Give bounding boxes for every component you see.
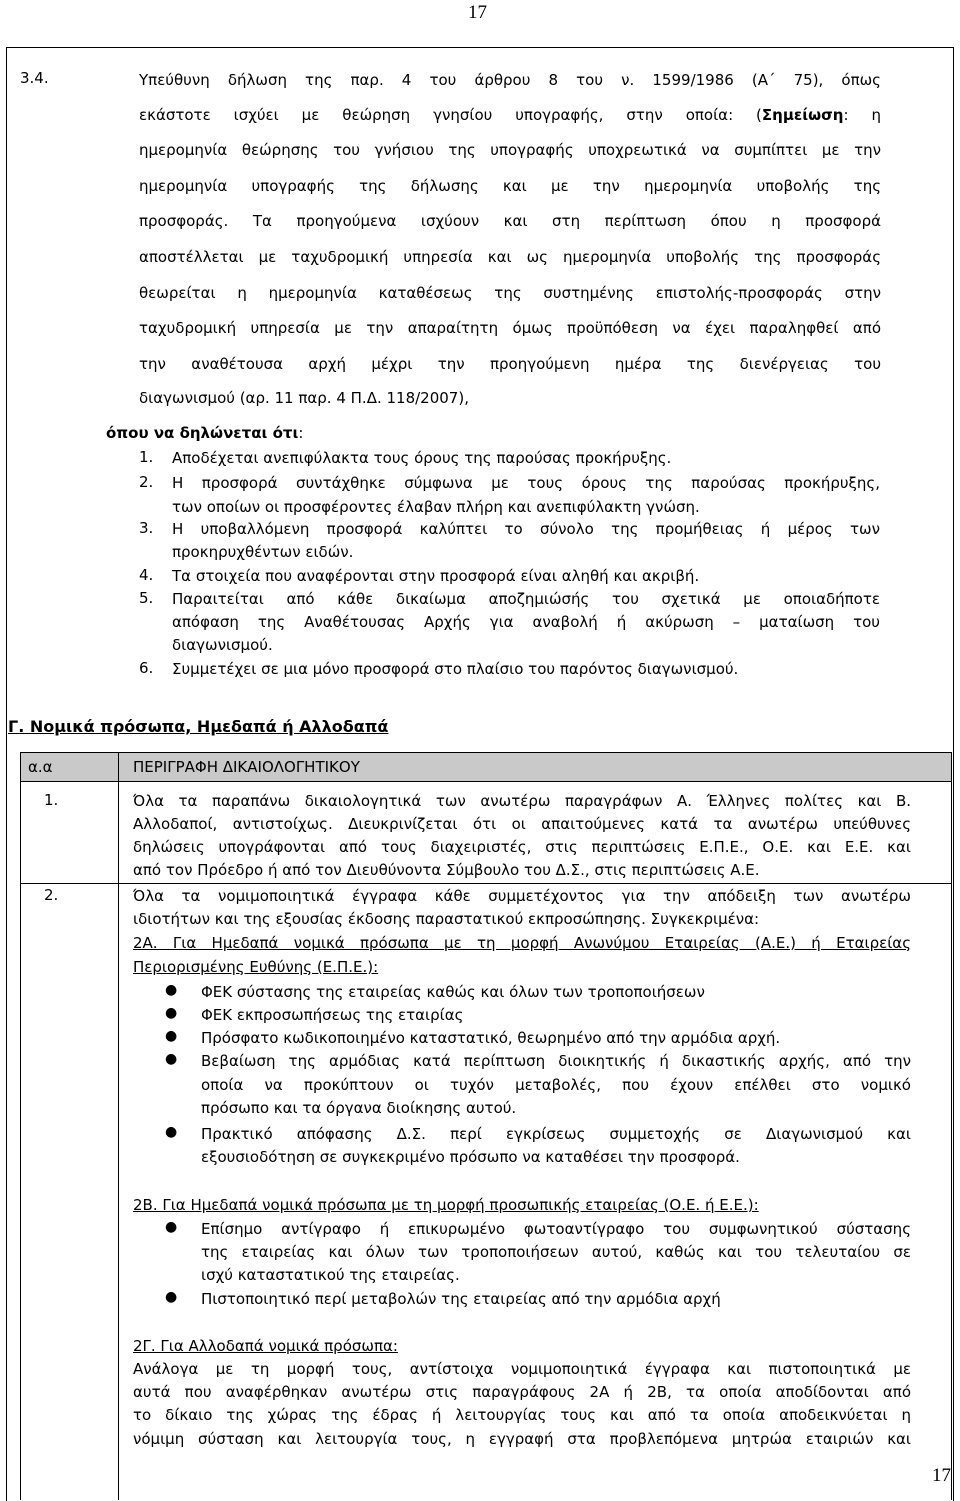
table-row-number: 1. bbox=[44, 791, 59, 809]
bullet-text: της εταιρείας και όλων των τροποποιήσεων αυτού, καθώς και του τελευταίου σε bbox=[201, 1243, 911, 1261]
note-label: Σημείωση bbox=[761, 106, 844, 124]
table-cell-line: νόμιμη σύσταση και λειτουργία τους, η εγγραφή στα προβλεπόμενα μητρώα εταιριών και bbox=[133, 1430, 911, 1448]
section-g-heading: Γ. Νομικά πρόσωπα, Ημεδαπά ή Αλλοδαπά bbox=[8, 717, 389, 736]
paragraph-line bbox=[139, 105, 881, 125]
bullet-icon: ● bbox=[165, 1051, 178, 1067]
bullet-text: οποία να προκύπτουν οι τυχόν μεταβολές, που έχουν επέλθει στο νομικό bbox=[201, 1076, 911, 1094]
page-number-bottom: 17 bbox=[932, 1465, 951, 1486]
bullet-text: Πρόσφατο κωδικοποιημένο καταστατικό, θεωρημένο από την αρμόδια αρχή. bbox=[201, 1029, 781, 1047]
paragraph-line: ημερομηνία υπογραφής της δήλωσης και με την ημερομηνία υποβολής της bbox=[139, 177, 881, 195]
bullet-icon: ● bbox=[165, 1289, 178, 1305]
table-column-divider bbox=[118, 752, 119, 1500]
list-item-text: προκηρυχθέντων ειδών. bbox=[172, 543, 354, 561]
declaration-heading-colon: : bbox=[298, 424, 304, 442]
list-item-text: απόφαση της Αναθέτουσας Αρχής για αναβολή ή ακύρωση – ματαίωση του bbox=[172, 613, 880, 631]
bullet-icon: ● bbox=[165, 1005, 178, 1021]
bullet-text: Πιστοποιητικό περί μεταβολών της εταιρείας από την αρμόδια αρχή bbox=[201, 1290, 721, 1308]
bullet-text: ΦΕΚ εκπροσωπήσεως της εταιρίας bbox=[201, 1006, 464, 1024]
paragraph-line: θεωρείται η ημερομηνία καταθέσεως της συστημένης επιστολής-προσφοράς στην bbox=[139, 284, 881, 302]
section-number: 3.4. bbox=[20, 69, 49, 87]
table-cell-line: δηλώσεις υπογράφονται από τους διαχειριστές, στις περιπτώσεις Ε.Π.Ε., Ο.Ε. και Ε.Ε. και bbox=[133, 838, 911, 856]
list-item-number: 3. bbox=[139, 519, 154, 537]
table-row-number: 2. bbox=[44, 886, 59, 904]
list-item-text: Τα στοιχεία που αναφέρονται στην προσφορά είναι αληθή και ακριβή. bbox=[172, 567, 700, 585]
paragraph-line: Υπεύθυνη δήλωση της παρ. 4 του άρθρου 8 του ν. 1599/1986 (Α΄ 75), όπως bbox=[139, 71, 881, 89]
list-item-number: 2. bbox=[139, 473, 154, 491]
list-item-text: Η προσφορά συντάχθηκε σύμφωνα με τους όρους της παρούσας προκήρυξης, bbox=[172, 474, 880, 492]
list-item-text: των οποίων οι προσφέροντες έλαβαν πλήρη και ανεπιφύλακτη γνώση. bbox=[172, 498, 700, 516]
list-item-number: 1. bbox=[139, 448, 154, 466]
table-cell-line: Αλλοδαποί, αντιστοίχως. Διευκρινίζεται ότι οι απαιτούμενες κατά τα ανωτέρω υπεύθυνες bbox=[133, 815, 911, 833]
declaration-heading bbox=[106, 423, 848, 443]
paragraph-line: ταχυδρομική υπηρεσία με την απαραίτητη όμως προϋπόθεση να έχει παραληφθεί από bbox=[139, 319, 881, 337]
list-item-text: Η υποβαλλόμενη προσφορά καλύπτει το σύνολο της προμήθειας ή μέρος των bbox=[172, 520, 880, 538]
table-cell-line: Όλα τα νομιμοποιητικά έγγραφα κάθε συμμετέχοντος για την απόδειξη των ανωτέρω bbox=[133, 887, 911, 905]
paragraph-line: αποστέλλεται με ταχυδρομική υπηρεσία και ως ημερομηνία υποβολής της προσφοράς bbox=[139, 248, 881, 266]
list-item-number: 6. bbox=[139, 659, 154, 677]
bullet-icon: ● bbox=[165, 982, 178, 998]
paragraph-text: εκάστοτε ισχύει με θεώρηση γνησίου υπογραφής, στην οποία: ( bbox=[139, 106, 762, 124]
table-cell-line: ιδιοτήτων και της εξουσίας έκδοσης παραστατικού εκπροσώπησης. Συγκεκριμένα: bbox=[133, 910, 760, 928]
bullet-text: Επίσημο αντίγραφο ή επικυρωμένο φωτοαντίγραφο του συμφωνητικού σύστασης bbox=[201, 1220, 911, 1238]
table-cell-line: από τον Πρόεδρο ή από τον Διευθύνοντα Σύμβουλο του Δ.Σ., στις περιπτώσεις Α.Ε. bbox=[133, 861, 760, 879]
bullet-text: πρόσωπο και τα όργανα διοίκησης αυτού. bbox=[201, 1099, 517, 1117]
bullet-icon: ● bbox=[165, 1219, 178, 1235]
table-cell-line: αυτά που αναφέρθηκαν ανωτέρω στις παραγράφους 2Α ή 2Β, τα οποία αποδίδονται από bbox=[133, 1383, 911, 1401]
list-item-text: Συμμετέχει σε μια μόνο προσφορά στο πλαίσιο του παρόντος διαγωνισμού. bbox=[172, 660, 739, 678]
page-number-top: 17 bbox=[468, 2, 487, 23]
subsection-2c-heading: 2Γ. Για Αλλοδαπά νομικά πρόσωπα: bbox=[133, 1337, 398, 1355]
list-item-number: 5. bbox=[139, 589, 154, 607]
bullet-text: ισχύ καταστατικού της εταιρείας. bbox=[201, 1266, 460, 1284]
table-cell-line: Όλα τα παραπάνω δικαιολογητικά των ανωτέρω παραγράφων Α. Έλληνες πολίτες και Β. bbox=[133, 792, 911, 810]
declaration-heading-bold: όπου να δηλώνεται ότι bbox=[106, 424, 299, 442]
list-item-text: διαγωνισμού. bbox=[172, 636, 273, 654]
bullet-icon: ● bbox=[165, 1028, 178, 1044]
paragraph-line: ημερομηνία θεώρησης του γνήσιου της υπογραφής υποχρεωτικά να συμπίπτει με την bbox=[139, 141, 881, 159]
bullet-text: ΦΕΚ σύστασης της εταιρείας καθώς και όλων των τροποποιήσεων bbox=[201, 983, 705, 1001]
table-cell-line: το δίκαιο της χώρας της έδρας ή λειτουργίας τους και από τα οποία αποδεικνύεται η bbox=[133, 1406, 911, 1424]
bullet-text: εξουσιοδότηση σε συγκεκριμένο πρόσωπο να καταθέσει την προσφορά. bbox=[201, 1148, 740, 1166]
subsection-2b-heading: 2Β. Για Ημεδαπά νομικά πρόσωπα με τη μορφή προσωπικής εταιρείας (Ο.Ε. ή Ε.Ε.): bbox=[133, 1196, 759, 1214]
subsection-2a-heading: 2Α. Για Ημεδαπά νομικά πρόσωπα με τη μορφή Ανωνύμου Εταιρείας (Α.Ε.) ή Εταιρείας bbox=[133, 934, 911, 952]
subsection-2a-heading: Περιορισμένης Ευθύνης (Ε.Π.Ε.): bbox=[133, 958, 379, 976]
paragraph-text: : η bbox=[843, 106, 881, 124]
table-header-description: ΠΕΡΙΓΡΑΦΗ ΔΙΚΑΙΟΛΟΓΗΤΙΚΟΥ bbox=[133, 758, 360, 776]
table-cell-line: Ανάλογα με τη μορφή τους, αντίστοιχα νομιμοποιητικά έγγραφα και πιστοποιητικά με bbox=[133, 1360, 911, 1378]
list-item-number: 4. bbox=[139, 566, 154, 584]
table-header-number: α.α bbox=[28, 758, 53, 776]
list-item-text: Παραιτείται από κάθε δικαίωμα αποζημιώσής του σχετικά με οποιαδήποτε bbox=[172, 590, 880, 608]
bullet-icon: ● bbox=[165, 1124, 178, 1140]
bullet-text: Πρακτικό απόφασης Δ.Σ. περί εγκρίσεως συμμετοχής σε Διαγωνισμού και bbox=[201, 1125, 911, 1143]
table-row-divider bbox=[20, 883, 952, 884]
paragraph-line: διαγωνισμού (αρ. 11 παρ. 4 Π.Δ. 118/2007), bbox=[139, 389, 469, 407]
bullet-text: Βεβαίωση της αρμόδιας κατά περίπτωση διοικητικής ή δικαστικής αρχής, από την bbox=[201, 1052, 911, 1070]
list-item-text: Αποδέχεται ανεπιφύλακτα τους όρους της παρούσας προκήρυξης. bbox=[172, 449, 672, 467]
paragraph-line: προσφοράς. Τα προηγούμενα ισχύουν και στη περίπτωση όπου η προσφορά bbox=[139, 212, 881, 230]
paragraph-line: την αναθέτουσα αρχή μέχρι την προηγούμενη ημέρα της διενέργειας του bbox=[139, 355, 881, 373]
